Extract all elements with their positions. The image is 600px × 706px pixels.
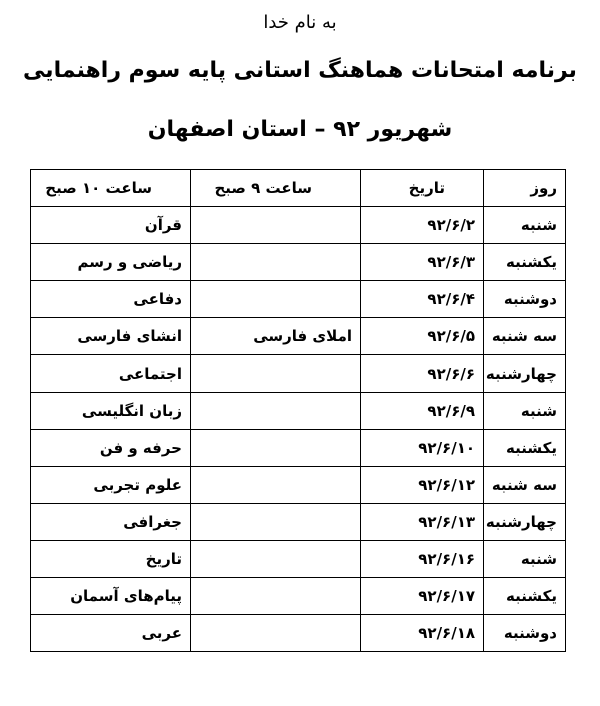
column-header-day: روز <box>484 170 566 207</box>
day-cell: شنبه <box>484 392 566 429</box>
table-row <box>31 429 566 466</box>
basmala-heading: به نام خدا <box>263 12 337 33</box>
date-cell: ۹۲/۶/۱۰ <box>361 429 484 466</box>
date-cell: ۹۲/۶/۵ <box>361 318 484 355</box>
exam-9am-cell <box>191 429 361 466</box>
table-row <box>31 615 566 652</box>
table-row <box>31 540 566 577</box>
exam-9am-cell <box>191 615 361 652</box>
column-header-10am: ساعت ۱۰ صبح <box>31 170 191 207</box>
date-cell: ۹۲/۶/۱۷ <box>361 578 484 615</box>
exam-9am-cell: املای فارسی <box>191 318 361 355</box>
day-cell: یکشنبه <box>484 578 566 615</box>
date-cell: ۹۲/۶/۱۲ <box>361 466 484 503</box>
date-cell: ۹۲/۶/۱۳ <box>361 503 484 540</box>
date-cell: ۹۲/۶/۱۶ <box>361 540 484 577</box>
exam-10am-cell: زبان انگلیسی <box>31 392 191 429</box>
day-cell: دوشنبه <box>484 281 566 318</box>
exam-10am-cell: اجتماعی <box>31 355 191 392</box>
table-row <box>31 503 566 540</box>
exam-10am-cell: جغرافی <box>31 503 191 540</box>
exam-9am-cell <box>191 540 361 577</box>
day-cell: سه شنبه <box>484 466 566 503</box>
exam-10am-cell: حرفه و فن <box>31 429 191 466</box>
date-cell: ۹۲/۶/۹ <box>361 392 484 429</box>
page-title: برنامه امتحانات هماهنگ استانی پایه سوم راهنمایی <box>23 58 577 83</box>
exam-10am-cell: انشای فارسی <box>31 318 191 355</box>
exam-9am-cell <box>191 207 361 244</box>
table-header-row <box>31 170 566 207</box>
page-subtitle: شهریور ۹۲ – استان اصفهان <box>147 117 453 142</box>
exam-10am-cell: پیام‌های آسمان <box>31 578 191 615</box>
column-header-9am: ساعت ۹ صبح <box>191 170 361 207</box>
day-cell: یکشنبه <box>484 244 566 281</box>
day-cell: چهارشنبه <box>484 503 566 540</box>
exam-10am-cell: دفاعی <box>31 281 191 318</box>
exam-10am-cell: ریاضی و رسم <box>31 244 191 281</box>
table-row <box>31 392 566 429</box>
date-cell: ۹۲/۶/۲ <box>361 207 484 244</box>
day-cell: شنبه <box>484 207 566 244</box>
exam-10am-cell: عربی <box>31 615 191 652</box>
exam-10am-cell: علوم تجربی <box>31 466 191 503</box>
day-cell: چهارشنبه <box>484 355 566 392</box>
table-row <box>31 244 566 281</box>
day-cell: سه شنبه <box>484 318 566 355</box>
table-row <box>31 466 566 503</box>
exam-9am-cell <box>191 466 361 503</box>
day-cell: شنبه <box>484 540 566 577</box>
table-row <box>31 318 566 355</box>
day-cell: دوشنبه <box>484 615 566 652</box>
exam-9am-cell <box>191 355 361 392</box>
date-cell: ۹۲/۶/۶ <box>361 355 484 392</box>
table-row <box>31 578 566 615</box>
column-header-date: تاریخ <box>361 170 484 207</box>
table-row <box>31 355 566 392</box>
exam-9am-cell <box>191 281 361 318</box>
table-body <box>31 207 566 652</box>
exam-schedule-table <box>30 169 566 652</box>
exam-10am-cell: تاریخ <box>31 540 191 577</box>
exam-9am-cell <box>191 392 361 429</box>
exam-9am-cell <box>191 578 361 615</box>
exam-9am-cell <box>191 244 361 281</box>
date-cell: ۹۲/۶/۳ <box>361 244 484 281</box>
table-row <box>31 281 566 318</box>
date-cell: ۹۲/۶/۱۸ <box>361 615 484 652</box>
table-row <box>31 207 566 244</box>
exam-9am-cell <box>191 503 361 540</box>
day-cell: یکشنبه <box>484 429 566 466</box>
exam-10am-cell: قرآن <box>31 207 191 244</box>
date-cell: ۹۲/۶/۴ <box>361 281 484 318</box>
